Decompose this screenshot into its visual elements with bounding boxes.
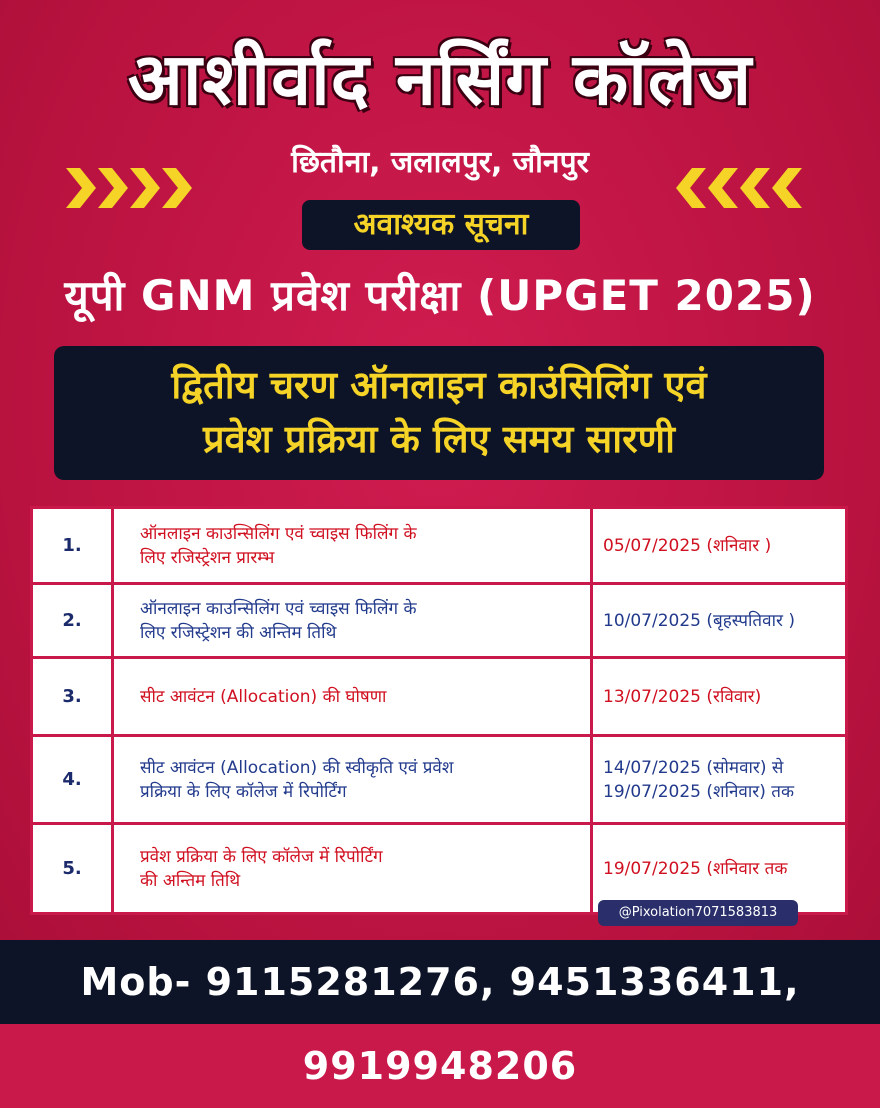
table-row [32,508,847,584]
row-number: 4. [32,736,113,824]
college-address: छितौना, जलालपुर, जौनपुर [291,145,589,180]
row-description [113,508,592,584]
row-description [113,824,592,914]
row-number: 3. [32,658,113,736]
row-date [592,736,847,824]
schedule-heading-line2: प्रवेश प्रक्रिया के लिए समय सारणी [203,417,675,461]
row-date-line1: 13/07/2025 (रविवार) [603,686,762,707]
row-description [113,736,592,824]
row-date-line1: 14/07/2025 (सोमवार) से [603,757,784,778]
row-date-line1: 19/07/2025 (शनिवार तक [603,858,788,879]
row-number: 2. [32,584,113,658]
college-title: आशीर्वाद नर्सिंग कॉलेज [127,37,753,121]
row-description-line1: सीट आवंटन (Allocation) की स्वीकृति एवं प्रवेश [140,757,454,778]
watermark-tag: @Pixolation7071583813 [598,900,798,926]
table-row [32,584,847,658]
row-description-line2: लिए रजिस्ट्रेशन की अन्तिम तिथि [140,622,337,643]
chevron-right-icon [66,168,192,208]
row-description [113,584,592,658]
row-description-line1: ऑनलाइन काउन्सिलिंग एवं च्वाइस फिलिंग के [140,523,417,544]
row-description [113,658,592,736]
row-date-line1: 05/07/2025 (शनिवार ) [603,535,772,556]
row-date [592,584,847,658]
row-description-line2: लिए रजिस्ट्रेशन प्रारम्भ [140,547,275,568]
row-number: 5. [32,824,113,914]
row-number: 1. [32,508,113,584]
row-description-line2: की अन्तिम तिथि [140,870,241,891]
row-date-line2: 19/07/2025 (शनिवार) तक [603,781,795,802]
contact-footer: Mob- 9115281276, 9451336411, 9919948206 [0,940,880,1024]
schedule-heading-line1: द्वितीय चरण ऑनलाइन काउंसिलिंग एवं [171,363,707,407]
row-date-line1: 10/07/2025 (बृहस्पतिवार ) [603,610,795,631]
chevron-left-icon [676,168,802,208]
schedule-table [30,506,848,912]
row-description-line1: ऑनलाइन काउन्सिलिंग एवं च्वाइस फिलिंग के [140,598,417,619]
row-description-line2: प्रक्रिया के लिए कॉलेज में रिपोर्टिंग [140,781,347,802]
notice-badge: अवाश्यक सूचना [302,200,580,250]
row-date [592,508,847,584]
table-row [32,658,847,736]
table-row [32,736,847,824]
row-description-line1: प्रवेश प्रक्रिया के लिए कॉलेज में रिपोर्टिंग [140,846,383,867]
exam-title: यूपी GNM प्रवेश परीक्षा (UPGET 2025) [64,271,816,320]
schedule-heading [54,346,824,480]
row-description-line1: सीट आवंटन (Allocation) की घोषणा [140,686,387,707]
row-date [592,658,847,736]
